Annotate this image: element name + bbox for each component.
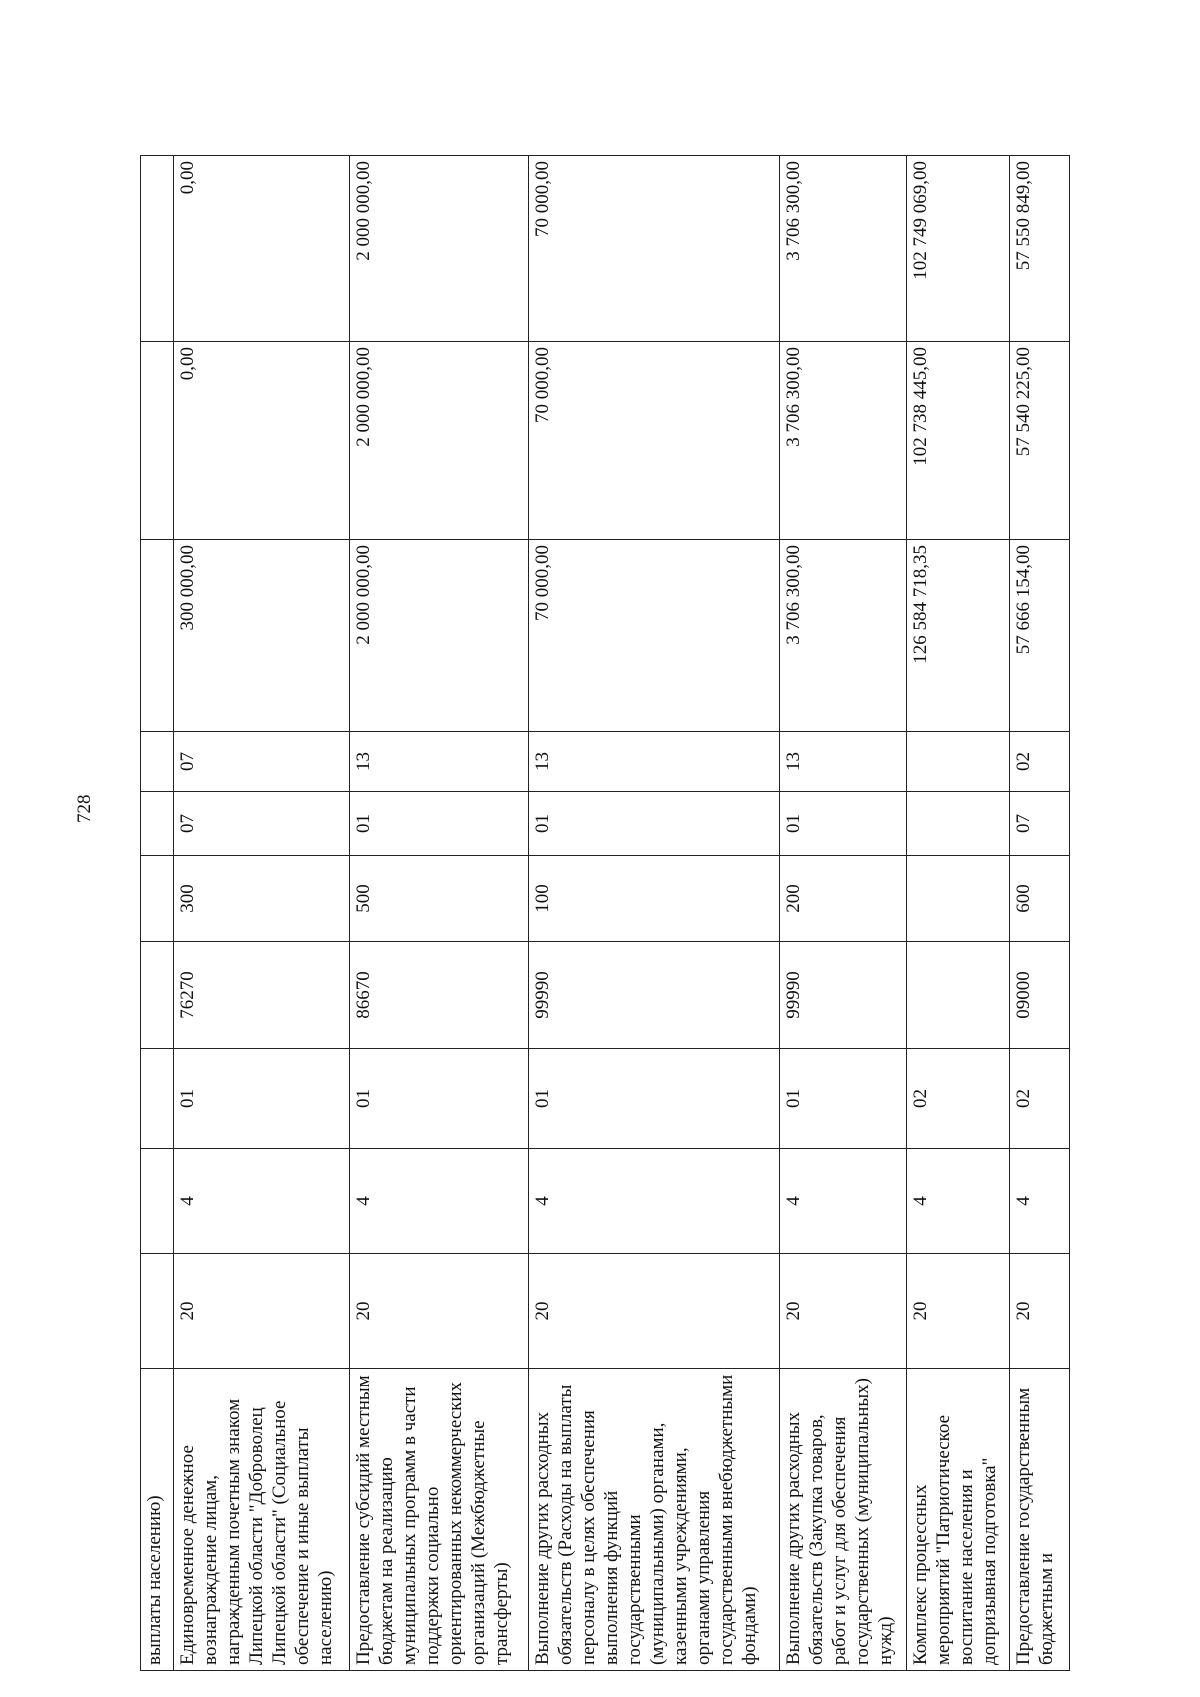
code-cell: 99990	[779, 942, 907, 1049]
rotated-table-container	[140, 156, 1070, 1671]
code-cell: 20	[350, 1254, 529, 1369]
amount-cell: 0,00	[173, 156, 349, 342]
code-cell: 4	[173, 1149, 349, 1254]
code-cell: 01	[779, 792, 907, 856]
code-cell: 01	[779, 1049, 907, 1149]
row-name-cell: Выполнение других расходных обязательств (Расходы на выплаты персоналу в целях обеспечения выполнения функций государственными (муниципальными) органами, казенными учреждениями, органами управления государственными внебюджетными фондами)	[528, 1369, 779, 1671]
code-cell: 01	[528, 1049, 779, 1149]
row-name-cell: Выполнение других расходных обязательств (Закупка товаров, работ и услуг для обеспечения государственных (муниципальных) нужд)	[779, 1369, 907, 1671]
table-row	[779, 156, 907, 1671]
amount-cell: 2 000 000,00	[350, 342, 529, 540]
code-cell: 07	[173, 732, 349, 792]
amount-cell: 102 749 069,00	[907, 156, 1010, 342]
amount-cell: 70 000,00	[528, 156, 779, 342]
amount-cell: 57 540 225,00	[1010, 342, 1070, 540]
table-row-header-fragment	[141, 156, 174, 1671]
table-row	[350, 156, 529, 1671]
code-cell: 300	[173, 856, 349, 942]
code-cell: 02	[1010, 732, 1070, 792]
code-cell: 07	[1010, 792, 1070, 856]
code-cell: 13	[779, 732, 907, 792]
amount-cell: 300 000,00	[173, 540, 349, 732]
amount-cell: 3 706 300,00	[779, 342, 907, 540]
code-cell	[907, 792, 1010, 856]
code-cell: 20	[907, 1254, 1010, 1369]
amount-cell: 3 706 300,00	[779, 540, 907, 732]
code-cell: 200	[779, 856, 907, 942]
code-cell	[907, 856, 1010, 942]
code-cell: 4	[779, 1149, 907, 1254]
page-number: 728	[74, 794, 95, 823]
code-cell: 20	[528, 1254, 779, 1369]
code-cell: 01	[350, 792, 529, 856]
amount-cell: 70 000,00	[528, 342, 779, 540]
table-row	[173, 156, 349, 1671]
amount-cell: 57 550 849,00	[1010, 156, 1070, 342]
code-cell: 76270	[173, 942, 349, 1049]
code-cell: 01	[528, 792, 779, 856]
code-cell: 02	[907, 1049, 1010, 1149]
code-cell: 4	[1010, 1149, 1070, 1254]
row-name-cell: Предоставление субсидий местным бюджетам на реализацию муниципальных программ в части поддержки социально ориентированных некоммерческих организаций (Межбюджетные трансферты)	[350, 1369, 529, 1671]
code-cell: 13	[350, 732, 529, 792]
code-cell: 01	[350, 1049, 529, 1149]
amount-cell: 102 738 445,00	[907, 342, 1010, 540]
code-cell	[907, 732, 1010, 792]
row-name-cell: Единовременное денежное вознаграждение лицам, награжденным почетным знаком Липецкой области "Доброволец Липецкой области" (Социальное обеспечение и иные выплаты населению)	[173, 1369, 349, 1671]
code-cell: 600	[1010, 856, 1070, 942]
budget-table	[140, 155, 1070, 1671]
table-row	[907, 156, 1010, 1671]
code-cell: 02	[1010, 1049, 1070, 1149]
code-cell: 01	[173, 1049, 349, 1149]
amount-cell: 126 584 718,35	[907, 540, 1010, 732]
code-cell: 4	[528, 1149, 779, 1254]
amount-cell: 0,00	[173, 342, 349, 540]
code-cell	[907, 942, 1010, 1049]
code-cell: 500	[350, 856, 529, 942]
table-row	[1010, 156, 1070, 1671]
amount-cell: 2 000 000,00	[350, 156, 529, 342]
code-cell: 09000	[1010, 942, 1070, 1049]
amount-cell: 70 000,00	[528, 540, 779, 732]
code-cell: 4	[350, 1149, 529, 1254]
code-cell: 07	[173, 792, 349, 856]
code-cell: 99990	[528, 942, 779, 1049]
amount-cell: 57 666 154,00	[1010, 540, 1070, 732]
table-row	[528, 156, 779, 1671]
code-cell: 13	[528, 732, 779, 792]
code-cell: 86670	[350, 942, 529, 1049]
amount-cell: 3 706 300,00	[779, 156, 907, 342]
code-cell: 100	[528, 856, 779, 942]
row-name-cell: выплаты населению)	[141, 1369, 174, 1671]
code-cell: 20	[1010, 1254, 1070, 1369]
code-cell: 20	[173, 1254, 349, 1369]
code-cell: 4	[907, 1149, 1010, 1254]
amount-cell: 2 000 000,00	[350, 540, 529, 732]
row-name-cell: Предоставление государственным бюджетным и	[1010, 1369, 1070, 1671]
code-cell: 20	[779, 1254, 907, 1369]
row-name-cell: Комплекс процессных мероприятий "Патриотическое воспитание населения и допризывная подготовка"	[907, 1369, 1010, 1671]
